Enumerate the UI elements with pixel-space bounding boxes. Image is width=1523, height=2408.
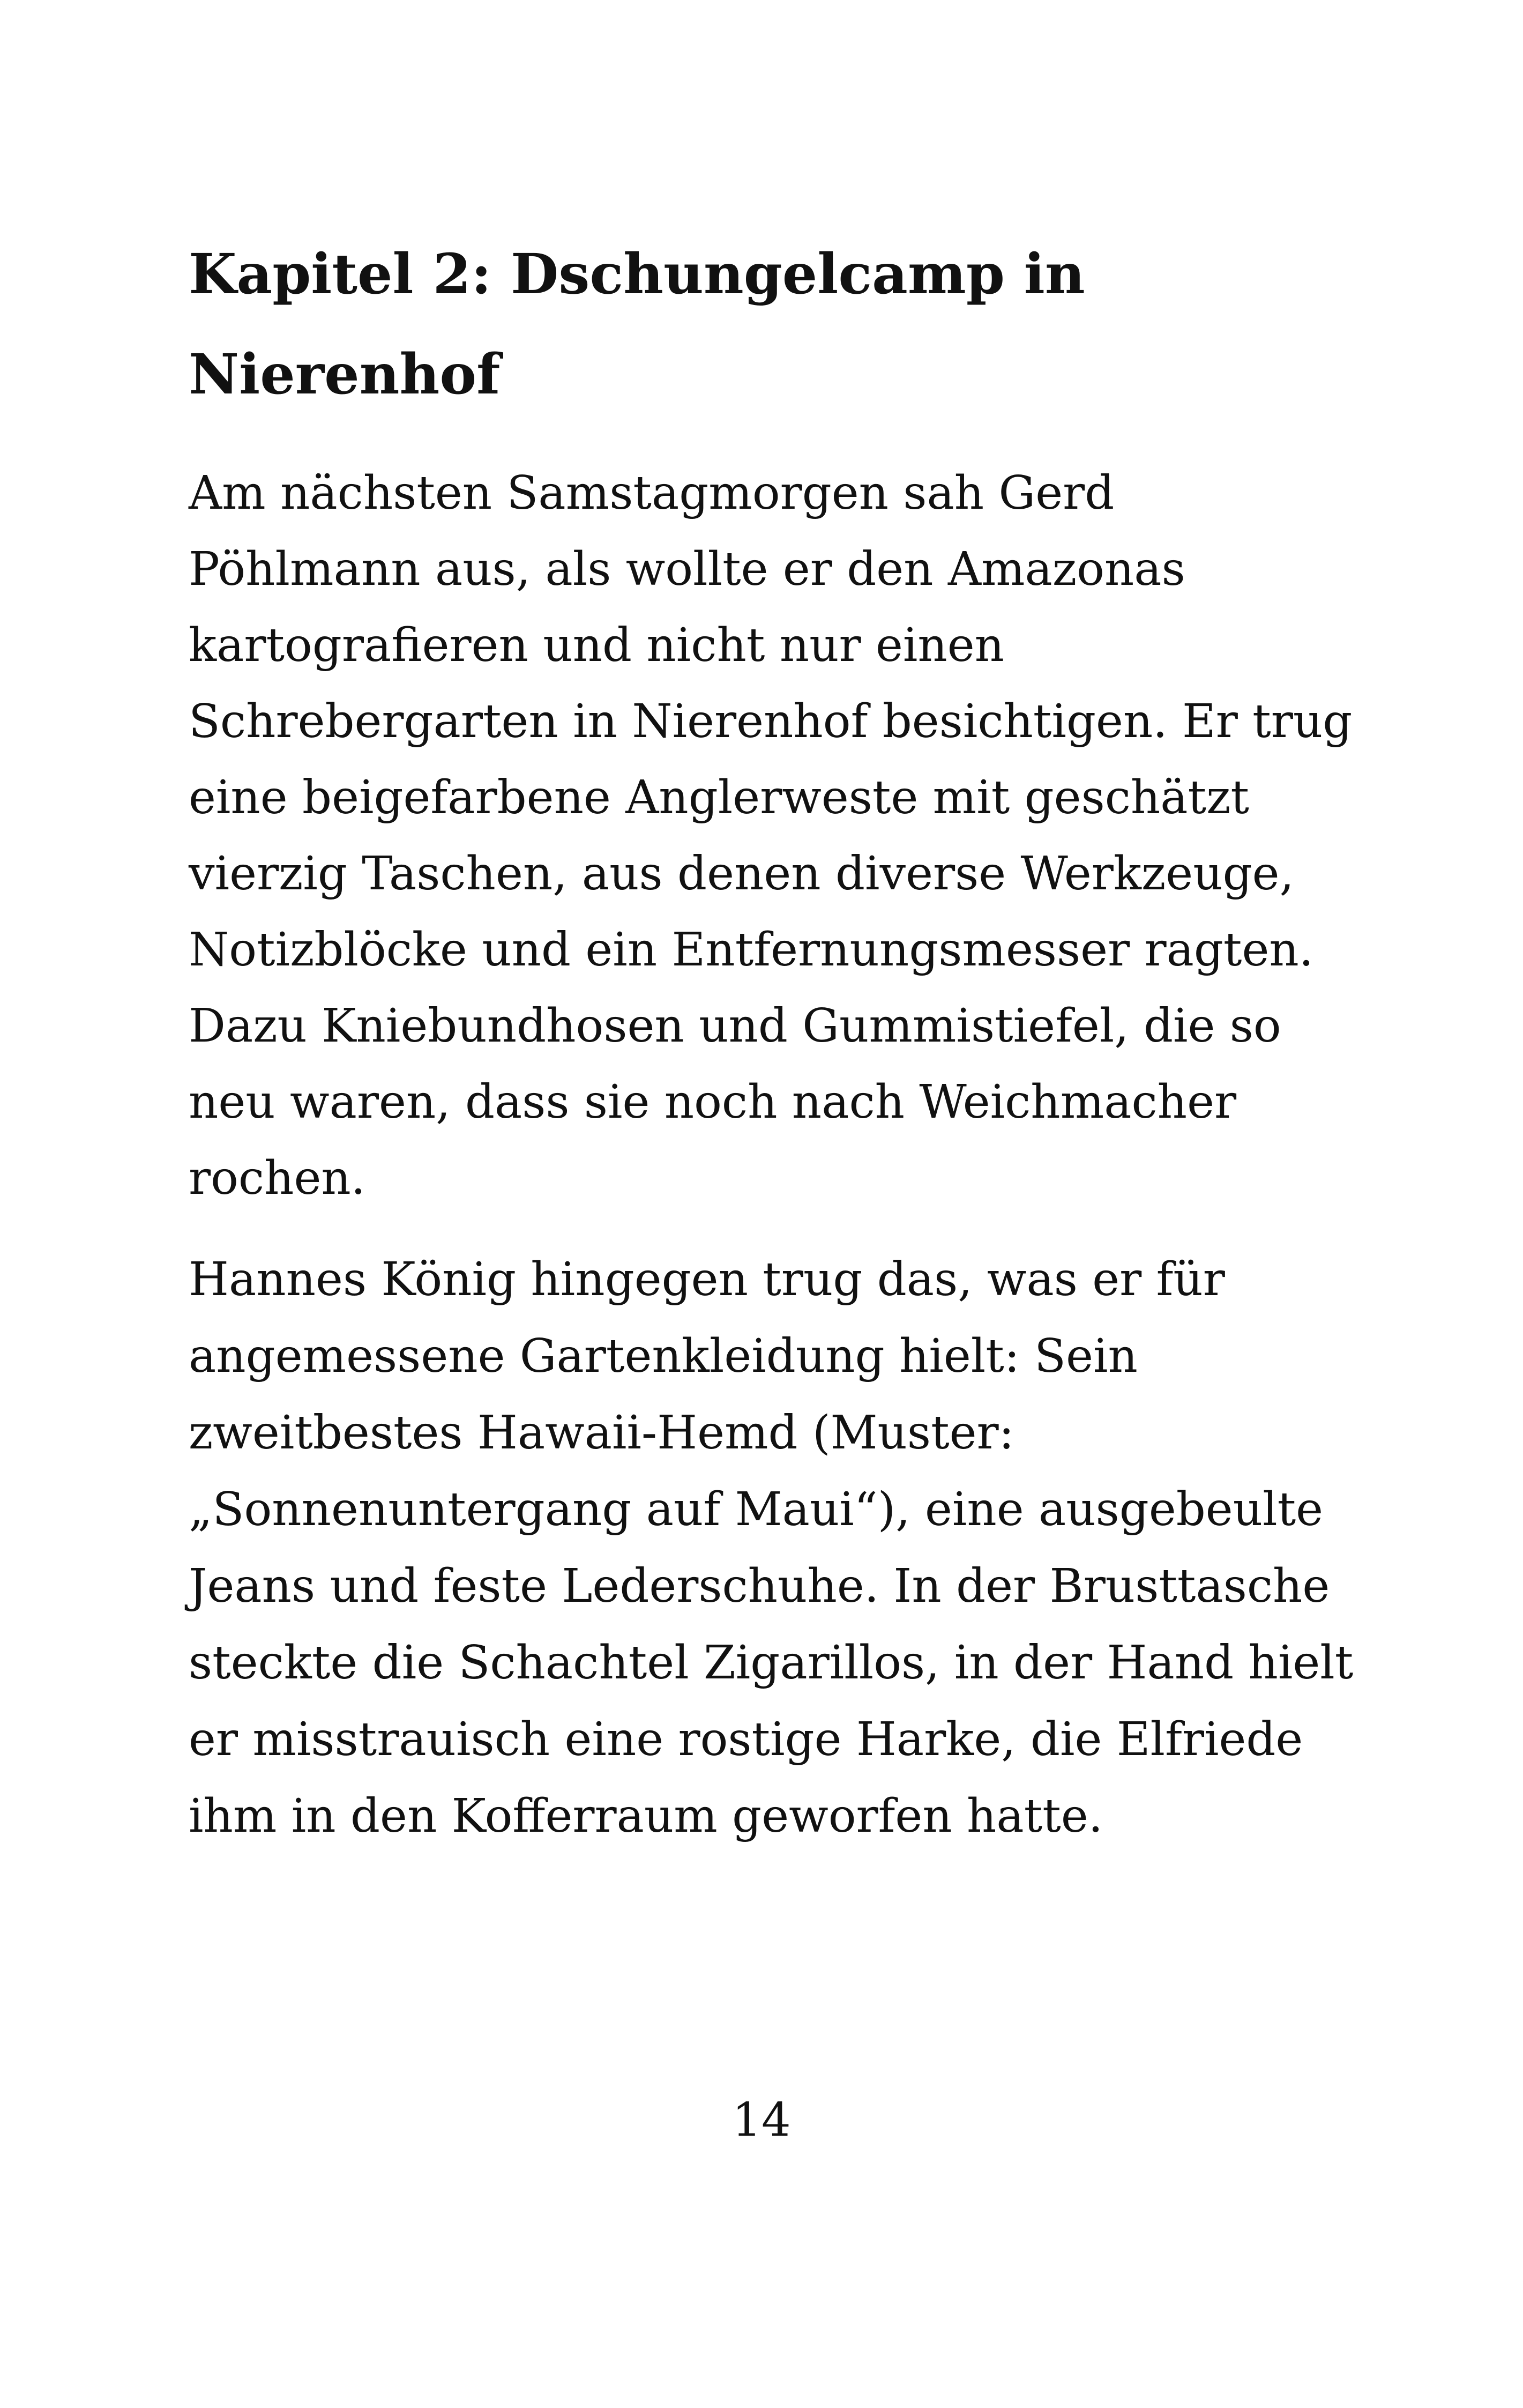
chapter-title-line-2: Nierenhof (189, 342, 501, 407)
paragraph-line: Notizblöcke und ein Entfernungsmesser ragten. (189, 923, 1314, 977)
paragraph-line: vierzig Taschen, aus denen diverse Werkzeuge, (189, 847, 1294, 901)
paragraph-line: angemessene Gartenkleidung hielt: Sein (189, 1329, 1138, 1383)
paragraph-line: Dazu Kniebundhosen und Gummistiefel, die so (189, 999, 1281, 1053)
paragraph-line: neu waren, dass sie noch nach Weichmacher (189, 1075, 1237, 1129)
paragraph-line: Schrebergarten in Nierenhof besichtigen. Er trug (189, 695, 1353, 748)
paragraph-line: zweitbestes Hawaii-Hemd (Muster: (189, 1406, 1014, 1460)
paragraph-line: eine beigefarbene Anglerweste mit geschätzt (189, 771, 1249, 824)
paragraph-line: steckte die Schachtel Zigarillos, in der Hand hielt (189, 1636, 1354, 1690)
paragraph-line: „Sonnenuntergang auf Maui“), eine ausgebeulte (189, 1483, 1324, 1536)
page-number: 14 (732, 2093, 791, 2147)
paragraph-line: Pöhlmann aus, als wollte er den Amazonas (189, 542, 1185, 596)
paragraph-line: Hannes König hingegen trug das, was er für (189, 1253, 1225, 1306)
paragraph-line: er misstrauisch eine rostige Harke, die Elfriede (189, 1713, 1303, 1766)
paragraph-line: Am nächsten Samstagmorgen sah Gerd (189, 466, 1115, 520)
chapter-title (189, 224, 1314, 425)
paragraph-line: rochen. (189, 1151, 366, 1205)
paragraph-line: Jeans und feste Lederschuhe. In der Brusttasche (189, 1559, 1330, 1613)
chapter-title-line-1: Kapitel 2: Dschungelcamp in (189, 242, 1085, 307)
paragraph-line: ihm in den Kofferraum geworfen hatte. (189, 1789, 1103, 1843)
paragraph-line: kartografieren und nicht nur einen (189, 619, 1005, 672)
